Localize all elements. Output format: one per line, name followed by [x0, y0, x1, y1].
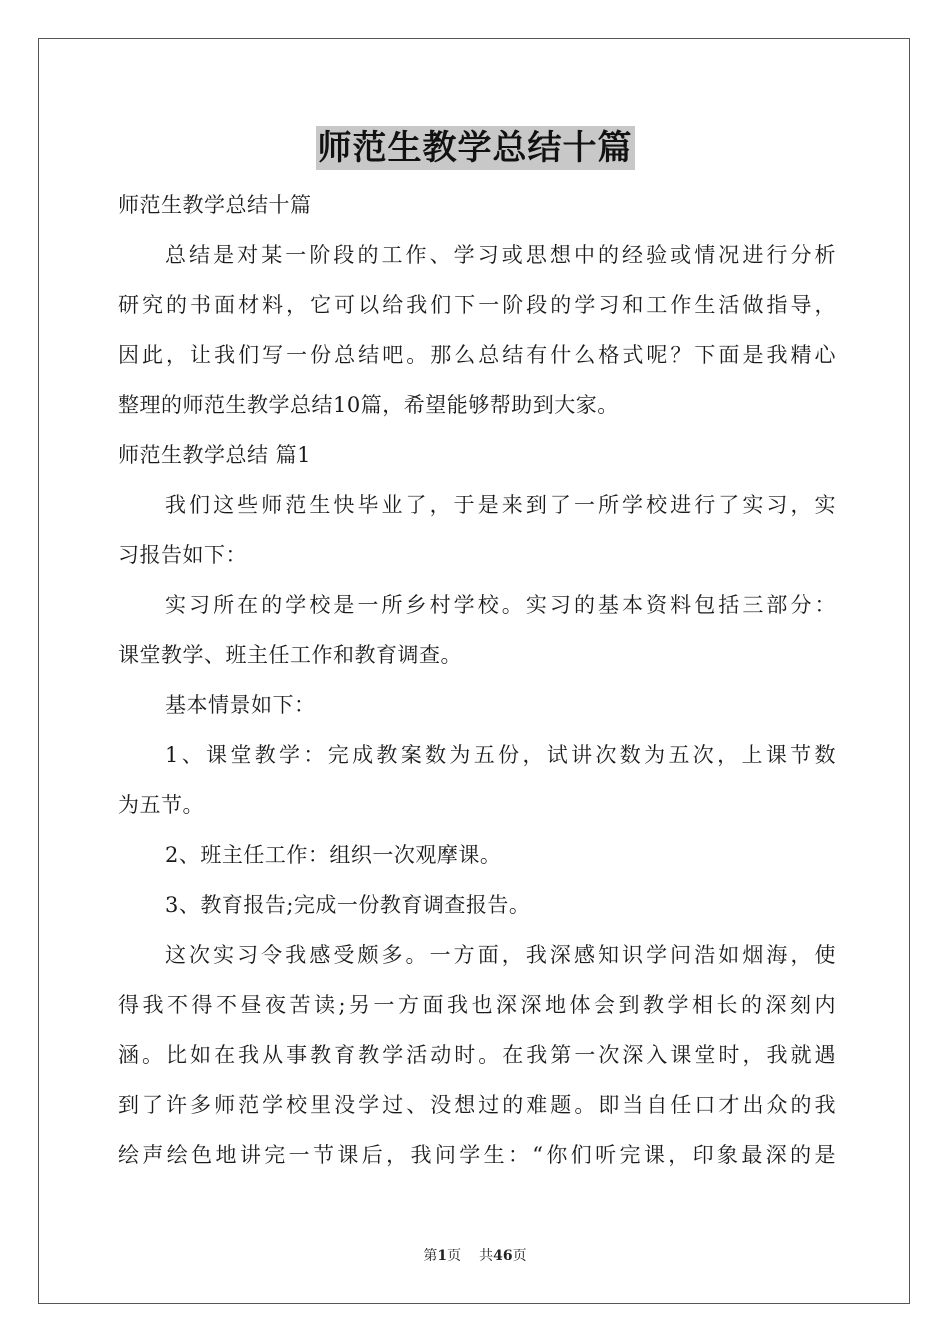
body-line: 1、课堂教学：完成教案数为五份，试讲次数为五次，上课节数 [165, 743, 836, 767]
body-line: 师范生教学总结十篇 [118, 193, 312, 217]
body-line: 2、班主任工作：组织一次观摩课。 [165, 843, 502, 867]
page-unit: 页 [447, 1248, 462, 1264]
body-line: 整理的师范生教学总结10篇，希望能够帮助到大家。 [118, 393, 619, 417]
body-line: 到了许多师范学校里没学过、没想过的难题。即当自任口才出众的我 [118, 1093, 836, 1117]
body-line: 绘声绘色地讲完一节课后，我问学生：“你们听完课，印象最深的是 [118, 1143, 836, 1167]
body-line: 总结是对某一阶段的工作、学习或思想中的经验或情况进行分析 [165, 243, 836, 267]
total-unit: 页 [512, 1248, 527, 1264]
page-footer [0, 1246, 950, 1266]
title-container [0, 126, 950, 170]
body-line: 涵。比如在我从事教育教学活动时。在我第一次深入课堂时，我就遇 [118, 1043, 836, 1067]
document-title: 师范生教学总结十篇 [317, 128, 633, 168]
body-line: 因此，让我们写一份总结吧。那么总结有什么格式呢？下面是我精心 [118, 343, 836, 367]
body-line: 得我不得不昼夜苦读;另一方面我也深深地体会到教学相长的深刻内 [118, 993, 836, 1017]
body-line: 课堂教学、班主任工作和教育调查。 [118, 643, 462, 667]
body-line: 这次实习令我感受颇多。一方面，我深感知识学问浩如烟海，使 [165, 943, 836, 967]
body-line: 3、教育报告;完成一份教育调查报告。 [165, 893, 531, 917]
total-prefix: 共 [479, 1248, 494, 1264]
total-page-count: 46 [493, 1248, 513, 1264]
body-line: 研究的书面材料，它可以给我们下一阶段的学习和工作生活做指导， [118, 293, 836, 317]
body-line: 习报告如下： [118, 543, 247, 567]
page-prefix: 第 [423, 1248, 438, 1264]
body-line: 师范生教学总结 篇1 [118, 443, 312, 467]
current-page-number: 1 [437, 1248, 448, 1264]
body-line: 实习所在的学校是一所乡村学校。实习的基本资料包括三部分： [165, 593, 836, 617]
body-line: 我们这些师范生快毕业了，于是来到了一所学校进行了实习，实 [165, 493, 836, 517]
document-body [118, 180, 836, 1180]
body-line: 为五节。 [118, 793, 204, 817]
body-line: 基本情景如下： [165, 693, 316, 717]
